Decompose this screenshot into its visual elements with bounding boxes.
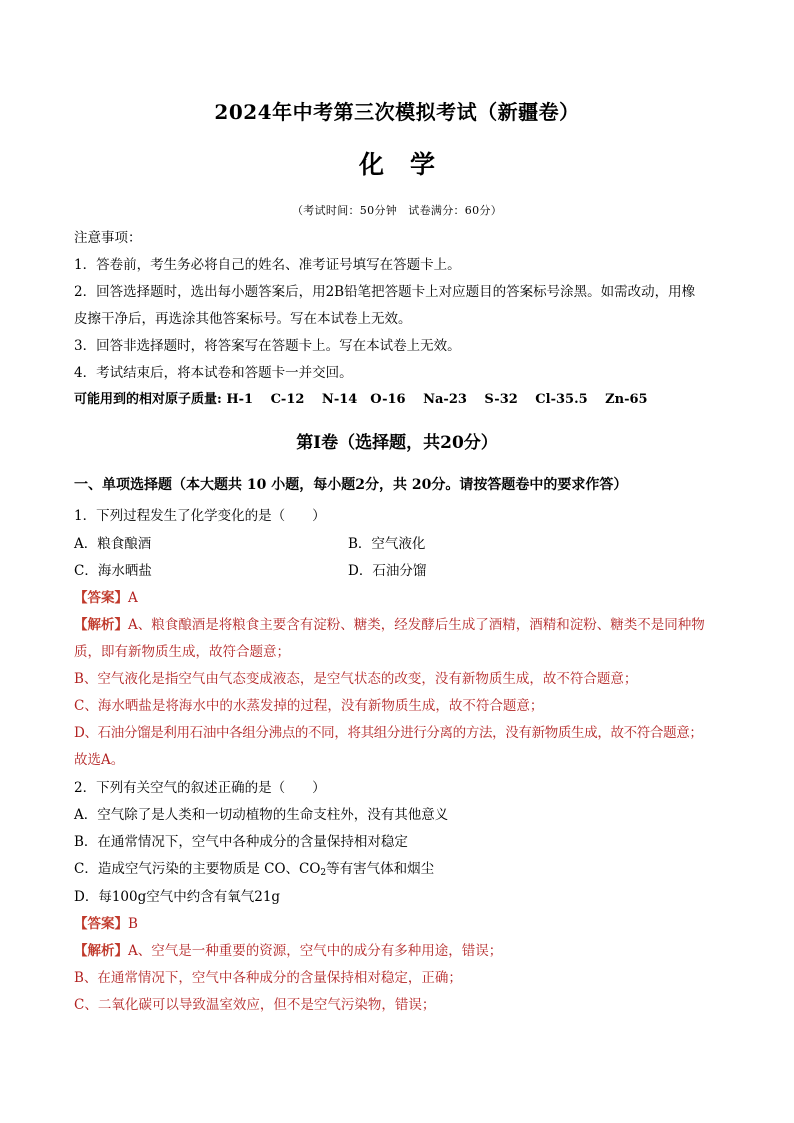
q2-option-c-post: 等有害气体和烟尘 xyxy=(326,861,435,877)
notice-heading: 注意事项： xyxy=(74,230,142,246)
q1-answer xyxy=(74,589,138,607)
answer-tag: 【答案】 xyxy=(74,590,128,606)
section-title: 第Ⅰ卷（选择题，共20分） xyxy=(296,433,498,453)
notice-item: 4．考试结束后，将本试卷和答题卡一并交回。 xyxy=(74,365,353,381)
section-instruction: 一、单项选择题（本大题共 10 小题，每小题2分，共 20分。请按答题卷中的要求作答） xyxy=(74,477,628,493)
notice-item: 皮擦干净后，再选涂其他答案标号。写在本试卷上无效。 xyxy=(74,311,412,327)
answer-value: A xyxy=(128,590,138,606)
exam-title: 2024年中考第三次模拟考试（新疆卷） xyxy=(214,100,580,124)
analysis-tag: 【解析】 xyxy=(74,943,128,959)
notice-item: 2．回答选择题时，选出每小题答案后，用2B铅笔把答题卡上对应题目的答案标号涂黑。如需改动，用橡 xyxy=(74,284,696,300)
q1-option-d: D．石油分馏 xyxy=(348,563,427,579)
notice-item: 1．答卷前，考生务必将自己的姓名、准考证号填写在答题卡上。 xyxy=(74,257,461,273)
exam-meta: （考试时间：50分钟 试卷满分：60分） xyxy=(292,204,502,217)
q2-option-d: D．每100g空气中约含有氧气21g xyxy=(74,889,281,905)
q2-option-b: B．在通常情况下，空气中各种成分的含量保持相对稳定 xyxy=(74,834,408,850)
q2-answer xyxy=(74,915,138,933)
analysis-tag: 【解析】 xyxy=(74,617,128,633)
q2-option-c-sub: 2 xyxy=(320,868,327,878)
q1-option-c: C．海水晒盐 xyxy=(74,563,152,579)
q2-option-c xyxy=(74,860,434,882)
q2-option-a: A．空气除了是人类和一切动植物的生命支柱外，没有其他意义 xyxy=(74,807,449,823)
q1-analysis-line xyxy=(74,616,705,634)
q2-analysis-line: C、二氧化碳可以导致温室效应，但不是空气污染物，错误； xyxy=(74,997,436,1013)
q1-analysis-line: C、海水晒盐是将海水中的水蒸发掉的过程，没有新物质生成，故不符合题意； xyxy=(74,698,544,714)
answer-tag: 【答案】 xyxy=(74,916,128,932)
q1-option-a: A．粮食酿酒 xyxy=(74,536,152,552)
atomic-mass-line: 可能用到的相对原子质量: H-1 C-12 N-14 O-16 Na-23 S-32 Cl-35.5 Zn-65 xyxy=(74,392,648,407)
analysis-text: A、空气是一种重要的资源，空气中的成分有多种用途，错误； xyxy=(128,943,503,959)
q1-analysis-line: D、石油分馏是利用石油中各组分沸点的不同，将其组分进行分离的方法，没有新物质生成，故不符合题意； xyxy=(74,725,703,741)
q2-analysis-line xyxy=(74,942,502,960)
q2-stem: 2．下列有关空气的叙述正确的是（ ） xyxy=(74,780,326,796)
analysis-text: A、粮食酿酒是将粮食主要含有淀粉、糖类，经发酵后生成了酒精，酒精和淀粉、糖类不是同种物 xyxy=(128,617,705,633)
q1-analysis-line: 故选A。 xyxy=(74,752,125,768)
notice-item: 3．回答非选择题时，将答案写在答题卡上。写在本试卷上无效。 xyxy=(74,338,461,354)
answer-value: B xyxy=(128,916,138,932)
q1-stem: 1．下列过程发生了化学变化的是（ ） xyxy=(74,508,326,524)
q1-option-b: B．空气液化 xyxy=(348,536,426,552)
subject-title: 化学 xyxy=(358,150,461,179)
q2-option-c-pre: C．造成空气污染的主要物质是 CO、CO xyxy=(74,861,321,877)
q1-analysis-line: B、空气液化是指空气由气态变成液态，是空气状态的改变，没有新物质生成，故不符合题意； xyxy=(74,671,638,687)
q2-analysis-line: B、在通常情况下，空气中各种成分的含量保持相对稳定，正确； xyxy=(74,970,462,986)
q1-analysis-line: 质，即有新物质生成，故符合题意； xyxy=(74,644,290,660)
